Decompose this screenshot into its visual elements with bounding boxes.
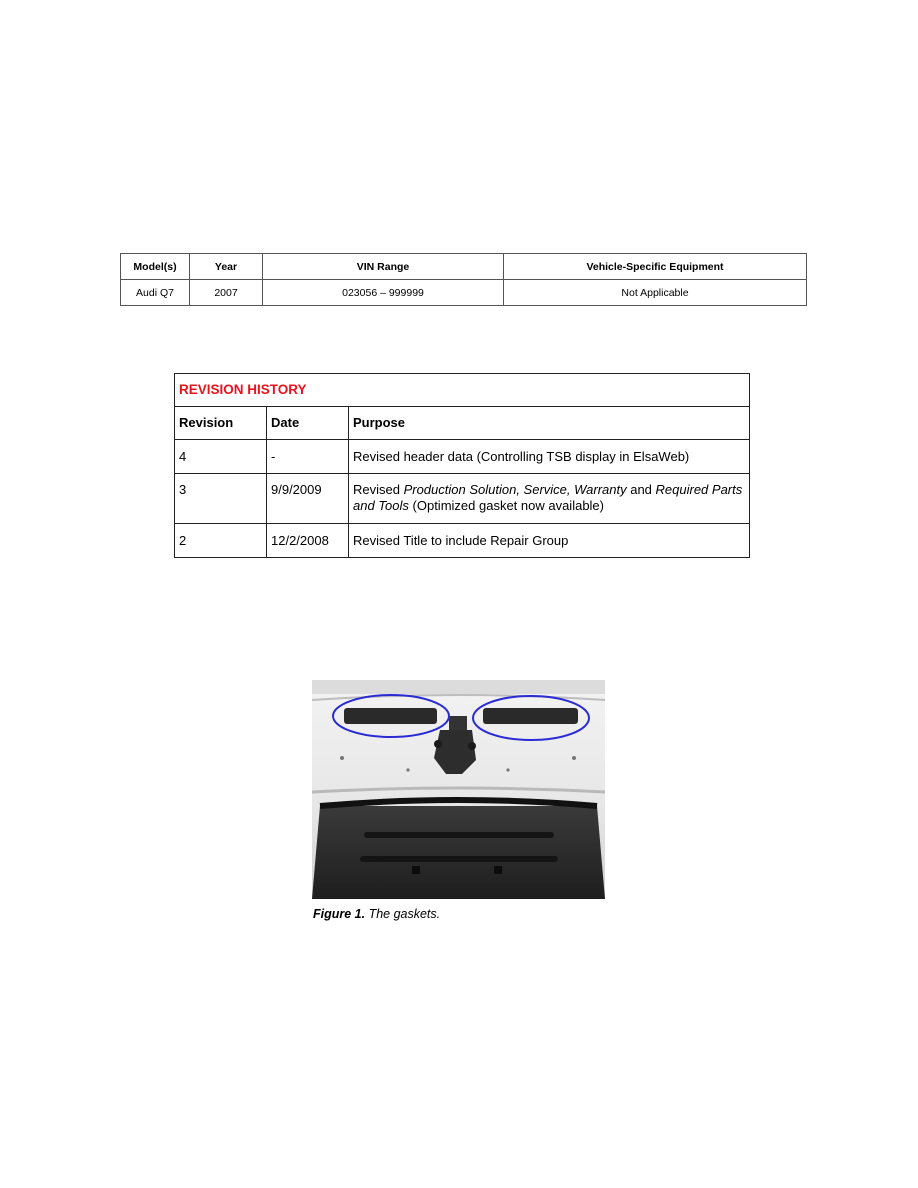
purpose-text: and [626, 482, 656, 497]
caption-label: Figure 1. [313, 907, 366, 921]
latch [449, 716, 467, 732]
revision-purpose [349, 474, 750, 524]
purpose-italic-text: Production Solution, Service, Warranty [403, 482, 627, 497]
vehicle-table-header-row [121, 254, 807, 280]
revision-purpose: Revised Title to include Repair Group [349, 524, 750, 558]
revision-date: 12/2/2008 [267, 524, 349, 558]
gaskets-photo [312, 680, 605, 899]
header-date: Date [267, 407, 349, 440]
gasket-right [483, 708, 578, 724]
cell-model: Audi Q7 [121, 280, 190, 306]
purpose-text: Revised [353, 482, 404, 497]
revision-number: 3 [175, 474, 267, 524]
gasket-left [344, 708, 437, 724]
cell-vin-range: 023056 – 999999 [263, 280, 504, 306]
purpose-text: (Optimized gasket now available) [408, 498, 604, 513]
revision-header-row [175, 407, 750, 440]
revision-number: 4 [175, 440, 267, 474]
cell-equipment: Not Applicable [504, 280, 807, 306]
table-row [175, 474, 750, 524]
revision-date: 9/9/2009 [267, 474, 349, 524]
header-revision: Revision [175, 407, 267, 440]
table-row [175, 440, 750, 474]
cell-year: 2007 [190, 280, 263, 306]
table-row [121, 280, 807, 306]
table-row [175, 524, 750, 558]
header-purpose: Purpose [349, 407, 750, 440]
header-vin-range: VIN Range [263, 254, 504, 280]
revision-history-table [174, 373, 750, 558]
caption-text: The gaskets. [365, 907, 441, 921]
figure-caption [313, 907, 440, 921]
revision-date: - [267, 440, 349, 474]
interior-trim-pad [312, 806, 605, 899]
vehicle-table [120, 253, 807, 306]
revision-number: 2 [175, 524, 267, 558]
header-vehicle-equipment: Vehicle-Specific Equipment [504, 254, 807, 280]
header-models: Model(s) [121, 254, 190, 280]
purpose-italic-text: Required Parts and Tools [353, 482, 743, 513]
revision-history-title: REVISION HISTORY [175, 374, 750, 407]
revision-purpose: Revised header data (Controlling TSB display in ElsaWeb) [349, 440, 750, 474]
header-year: Year [190, 254, 263, 280]
